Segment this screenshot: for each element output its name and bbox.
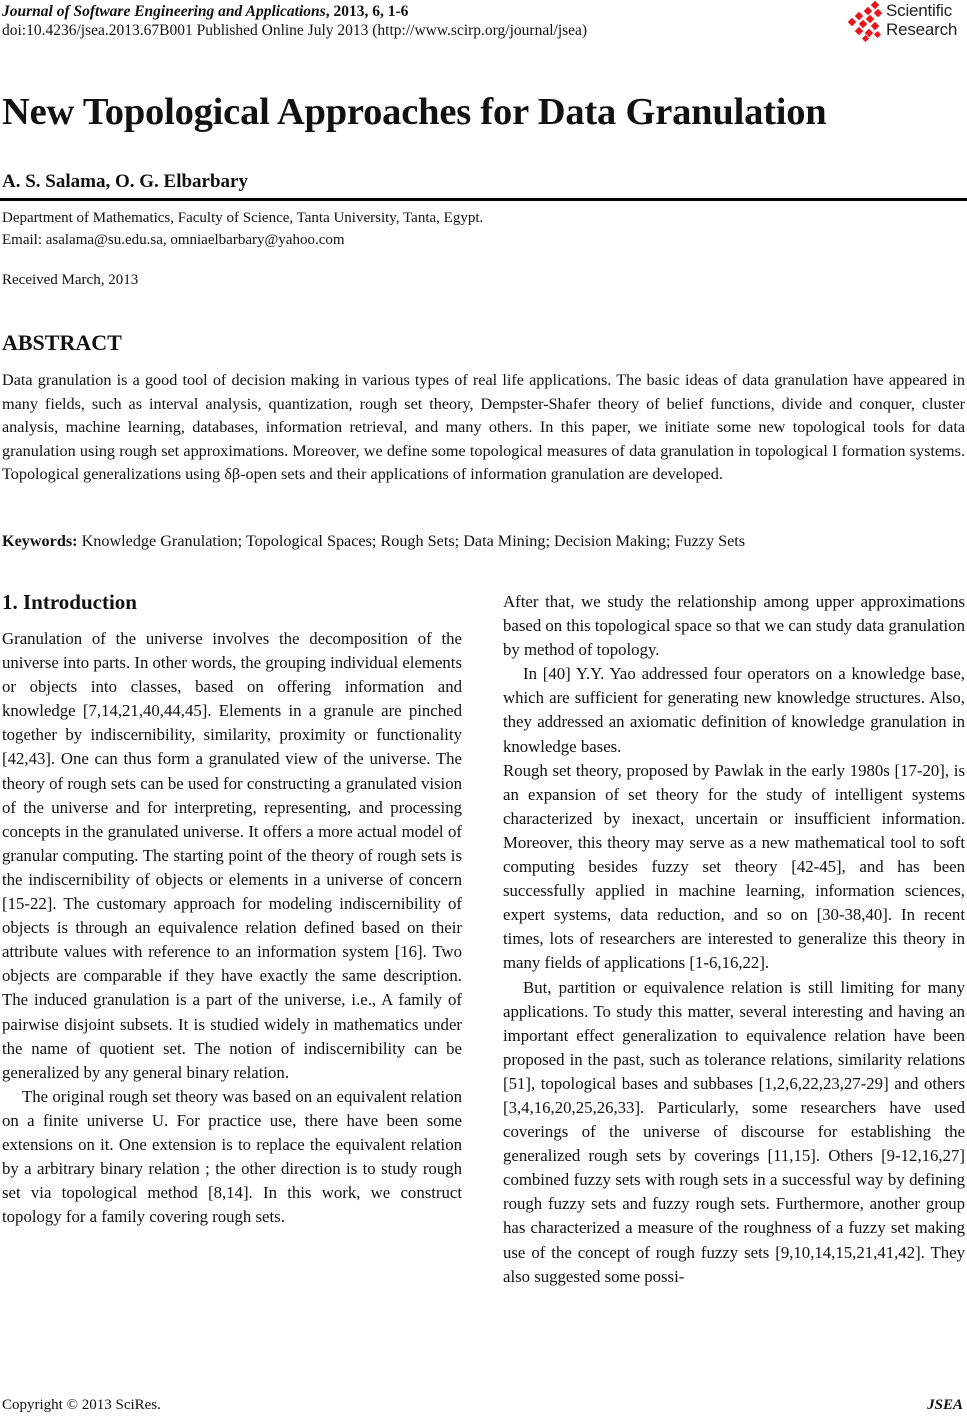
paragraph: The original rough set theory was based on an equivalent relation on a finite universe U. For practice use, there have been some extensions on it. One extension is to replace the equivalent relation by a arbitrary binary relation ; the other direction is to study rough set via topological method [8,14]. In this work, we construct topology for a family covering rough sets. [2,1086,462,1227]
paragraph: Rough set theory, proposed by Pawlak in the early 1980s [17-20], is an expansion of set theory for the study of intelligent systems characterized by inexact, uncertain or insufficient information. Moreover, this theory may serve as a new mathematical tool to soft computing besides fuzzy set theory [42-45], and has been successfully applied in machine learning, information sciences, expert systems, data reduction, and so on [30-38,40]. In recent times, lots of researchers are interested to generalize this theory in many fields of applications [1-6,16,22]. [503,760,965,973]
paragraph: Granulation of the universe involves the decomposition of the universe into parts. In other words, the grouping individual elements or objects into classes, based on offering information and knowledge [7,14,21,40,44,45]. Elements in a granule are pinched together by indiscernibility, similarity, proximity or functionality [42,43]. One can thus form a granulated view of the universe. The theory of rough sets can be used for constructing a granulated vision of the universe and for interpreting, representing, and processing concepts in the granulated universe. It offers a more actual model of granular computing. The starting point of the theory of rough sets is the indiscernibility of objects or elements in a universe of concern [15-22]. The customary approach for modeling indiscernibility of objects is through an equivalence relation defined based on their attribute values with reference to an information system [16]. Two objects are comparable if they have exactly the same description. The induced granulation is a part of the universe, i.e., A family of pairwise disjoint subsets. It is studied widely in mathematics under the name of quotient set. The notion of indiscernibility can be generalized by any general binary relation. [2,629,462,1082]
logo-text-research: Research [886,20,958,39]
paper-title: New Topological Approaches for Data Granulation [2,91,827,133]
journal-name: Journal of Software Engineering and Applications [2,3,326,20]
title-divider [0,198,967,201]
journal-citation [2,3,408,21]
received-date: Received March, 2013 [2,272,139,288]
affiliation: Department of Mathematics, Faculty of Science, Tanta University, Tanta, Egypt. [2,210,484,226]
paragraph: But, partition or equivalence relation is still limiting for many applications. To study this matter, several interesting and having an important effect generalization to equivalence relation have been proposed in the past, such as tolerance relations, similarity relations [51], topological bases and subbases [1,2,6,22,23,27-29] and others [3,4,16,20,25,26,33]. Particularly, some researchers have used coverings of the universe of discourse for establishing the generalized rough sets by coverings [11,15]. Others [9-12,16,27] combined fuzzy sets with rough sets in a successful way by defining rough fuzzy sets and fuzzy rough sets. Furthermore, another group has characterized a measure of the roughness of a fuzzy set making use of the concept of rough fuzzy sets [9,10,14,15,21,41,42]. They also suggested some possi- [503,977,965,1286]
paragraph: After that, we study the relationship among upper approximations based on this topological space so that we can study data granulation by method of topology. [503,592,965,660]
journal-volume: , 2013, 6, 1-6 [325,3,409,20]
footer-copyright: Copyright © 2013 SciRes. [2,1397,161,1413]
paper-authors: A. S. Salama, O. G. Elbarbary [2,171,248,192]
doi-line: doi:10.4236/jsea.2013.67B001 Published Online July 2013 (http://www.scirp.org/journal/jsea) [2,22,588,39]
abstract-heading: ABSTRACT [2,330,122,355]
paragraph: In [40] Y.Y. Yao addressed four operators on a knowledge base, which are sufficient for generating new knowledge structures. Also, they addressed an axiomatic definition of knowledge granulation in knowledge bases. [503,664,965,756]
footer-journal-abbr: JSEA [927,1397,963,1413]
left-column [2,627,462,1229]
keywords-label: Keywords: [2,532,78,550]
keywords [2,532,745,551]
logo-text-scientific: Scientific [886,1,953,20]
keywords-list: Knowledge Granulation; Topological Spaces; Rough Sets; Data Mining; Decision Making; Fuzzy Sets [77,532,746,550]
diamond-grid-logo-icon [846,1,886,43]
author-emails: Email: asalama@su.edu.sa, omniaelbarbary@yahoo.com [2,232,345,248]
abstract-body: Data granulation is a good tool of decision making in various types of real life applications. The basic ideas of data granulation have appeared in many fields, such as interval analysis, quantization, rough set theory, Dempster-Shafer theory of belief functions, divide and conquer, cluster analysis, machine learning, databases, information retrieval, and many others. In this paper, we initiate some new topological tools for data granulation using rough set approximations. Moreover, we define some topological measures of data granulation in topological I formation systems. Topological generalizations using δβ-open sets and their applications of information granulation are developed. [2,371,965,483]
right-column [503,590,965,1289]
publisher-logo [846,0,967,44]
section-heading-introduction: 1. Introduction [2,590,137,614]
